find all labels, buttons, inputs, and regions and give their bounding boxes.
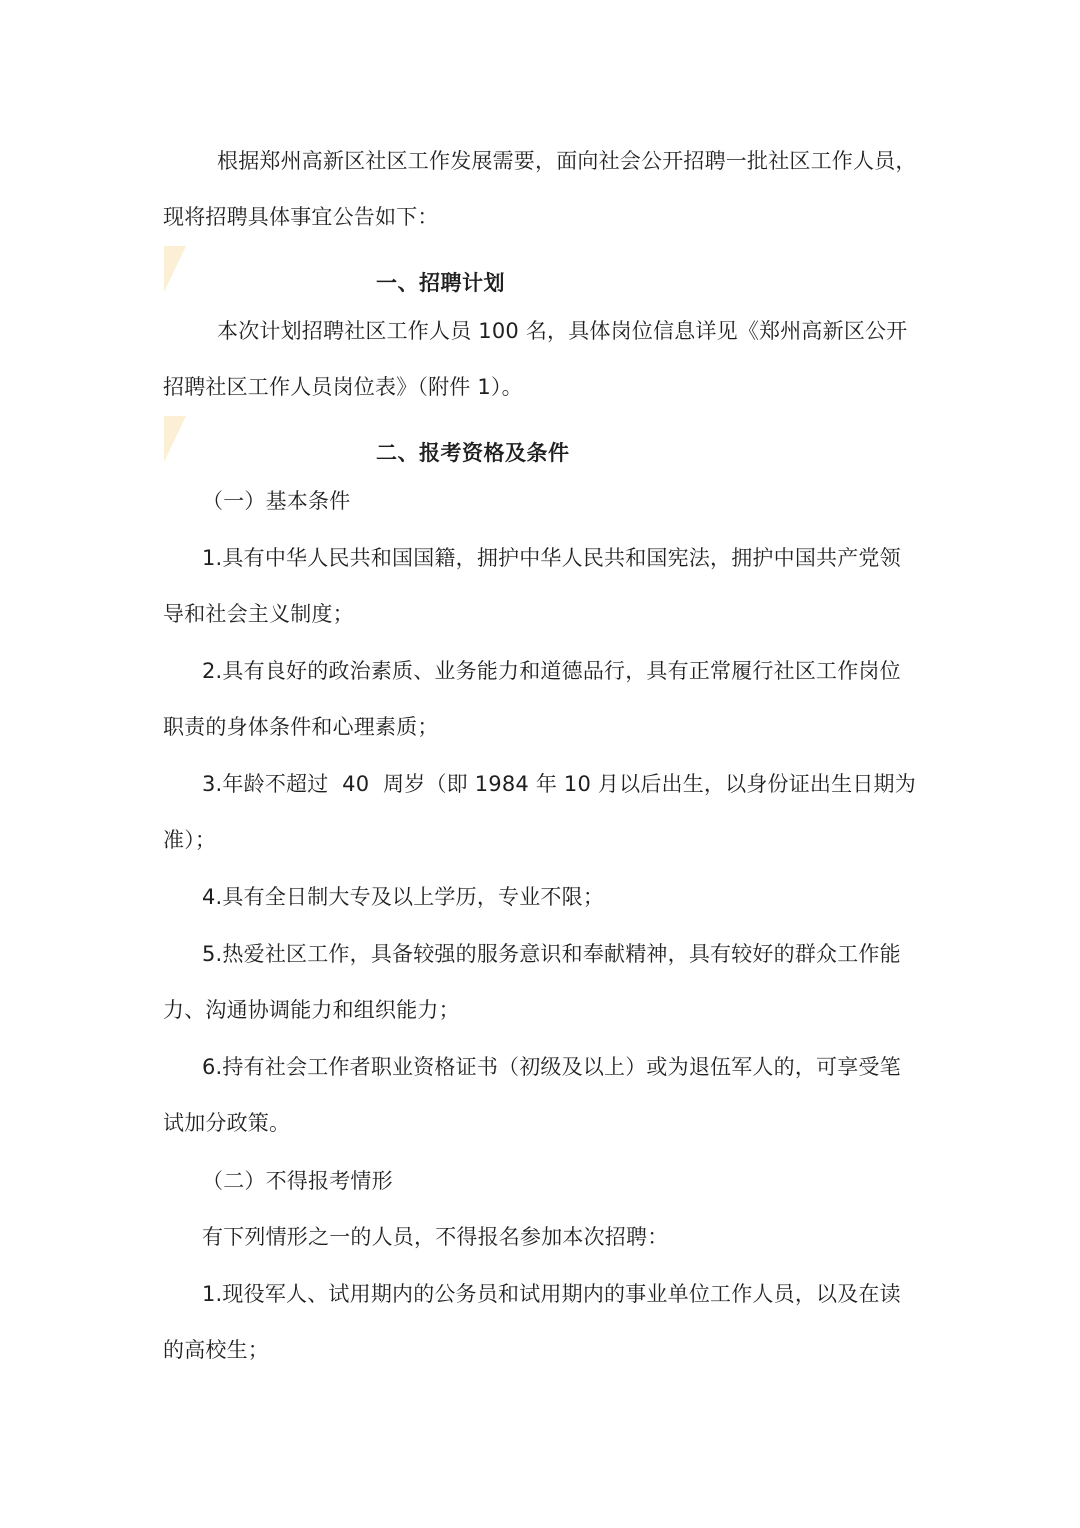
condition-item-1-line-1: 1.具有中华人民共和国国籍，拥护中华人民共和国宪法，拥护中国共产党领 (202, 546, 901, 570)
section1-line-2: 招聘社区工作人员岗位表》（附件 1）。 (163, 375, 523, 399)
intro-line-1: 根据郑州高新区社区工作发展需要，面向社会公开招聘一批社区工作人员， (217, 149, 917, 173)
condition-item-6-line-1: 6.持有社会工作者职业资格证书（初级及以上）或为退伍军人的，可享受笔 (202, 1055, 901, 1079)
condition-item-5-line-2: 力、沟通协调能力和组织能力； (163, 998, 460, 1022)
decorative-corner-mark (164, 416, 186, 462)
disqualification-item-1-line-1: 1.现役军人、试用期内的公务员和试用期内的事业单位工作人员，以及在读 (202, 1282, 901, 1306)
decorative-corner-mark (164, 246, 186, 292)
disqualification-intro: 有下列情形之一的人员，不得报名参加本次招聘： (202, 1225, 669, 1249)
subsection-title-disqualifications: （二）不得报考情形 (202, 1169, 393, 1193)
intro-line-2: 现将招聘具体事宜公告如下： (163, 205, 439, 229)
condition-item-4-line-1: 4.具有全日制大专及以上学历，专业不限； (202, 885, 605, 909)
subsection-title-basic-conditions: （一）基本条件 (202, 489, 351, 513)
condition-item-2-line-2: 职责的身体条件和心理素质； (163, 715, 439, 739)
disqualification-item-1-line-2: 的高校生； (163, 1338, 269, 1362)
condition-item-2-line-1: 2.具有良好的政治素质、业务能力和道德品行，具有正常履行社区工作岗位 (202, 659, 901, 683)
condition-item-1-line-2: 导和社会主义制度； (163, 602, 354, 626)
condition-item-3-line-1: 3.年龄不超过 40 周岁（即 1984 年 10 月以后出生，以身份证出生日期为 (202, 772, 916, 796)
condition-item-6-line-2: 试加分政策。 (163, 1111, 291, 1135)
section1-line-1: 本次计划招聘社区工作人员 100 名，具体岗位信息详见《郑州高新区公开 (217, 319, 908, 343)
condition-item-5-line-1: 5.热爱社区工作，具备较强的服务意识和奉献精神，具有较好的群众工作能 (202, 942, 901, 966)
condition-item-3-line-2: 准）； (163, 828, 217, 852)
section-heading-recruitment-plan: 一、招聘计划 (376, 271, 505, 295)
section-heading-qualifications: 二、报考资格及条件 (376, 441, 570, 465)
